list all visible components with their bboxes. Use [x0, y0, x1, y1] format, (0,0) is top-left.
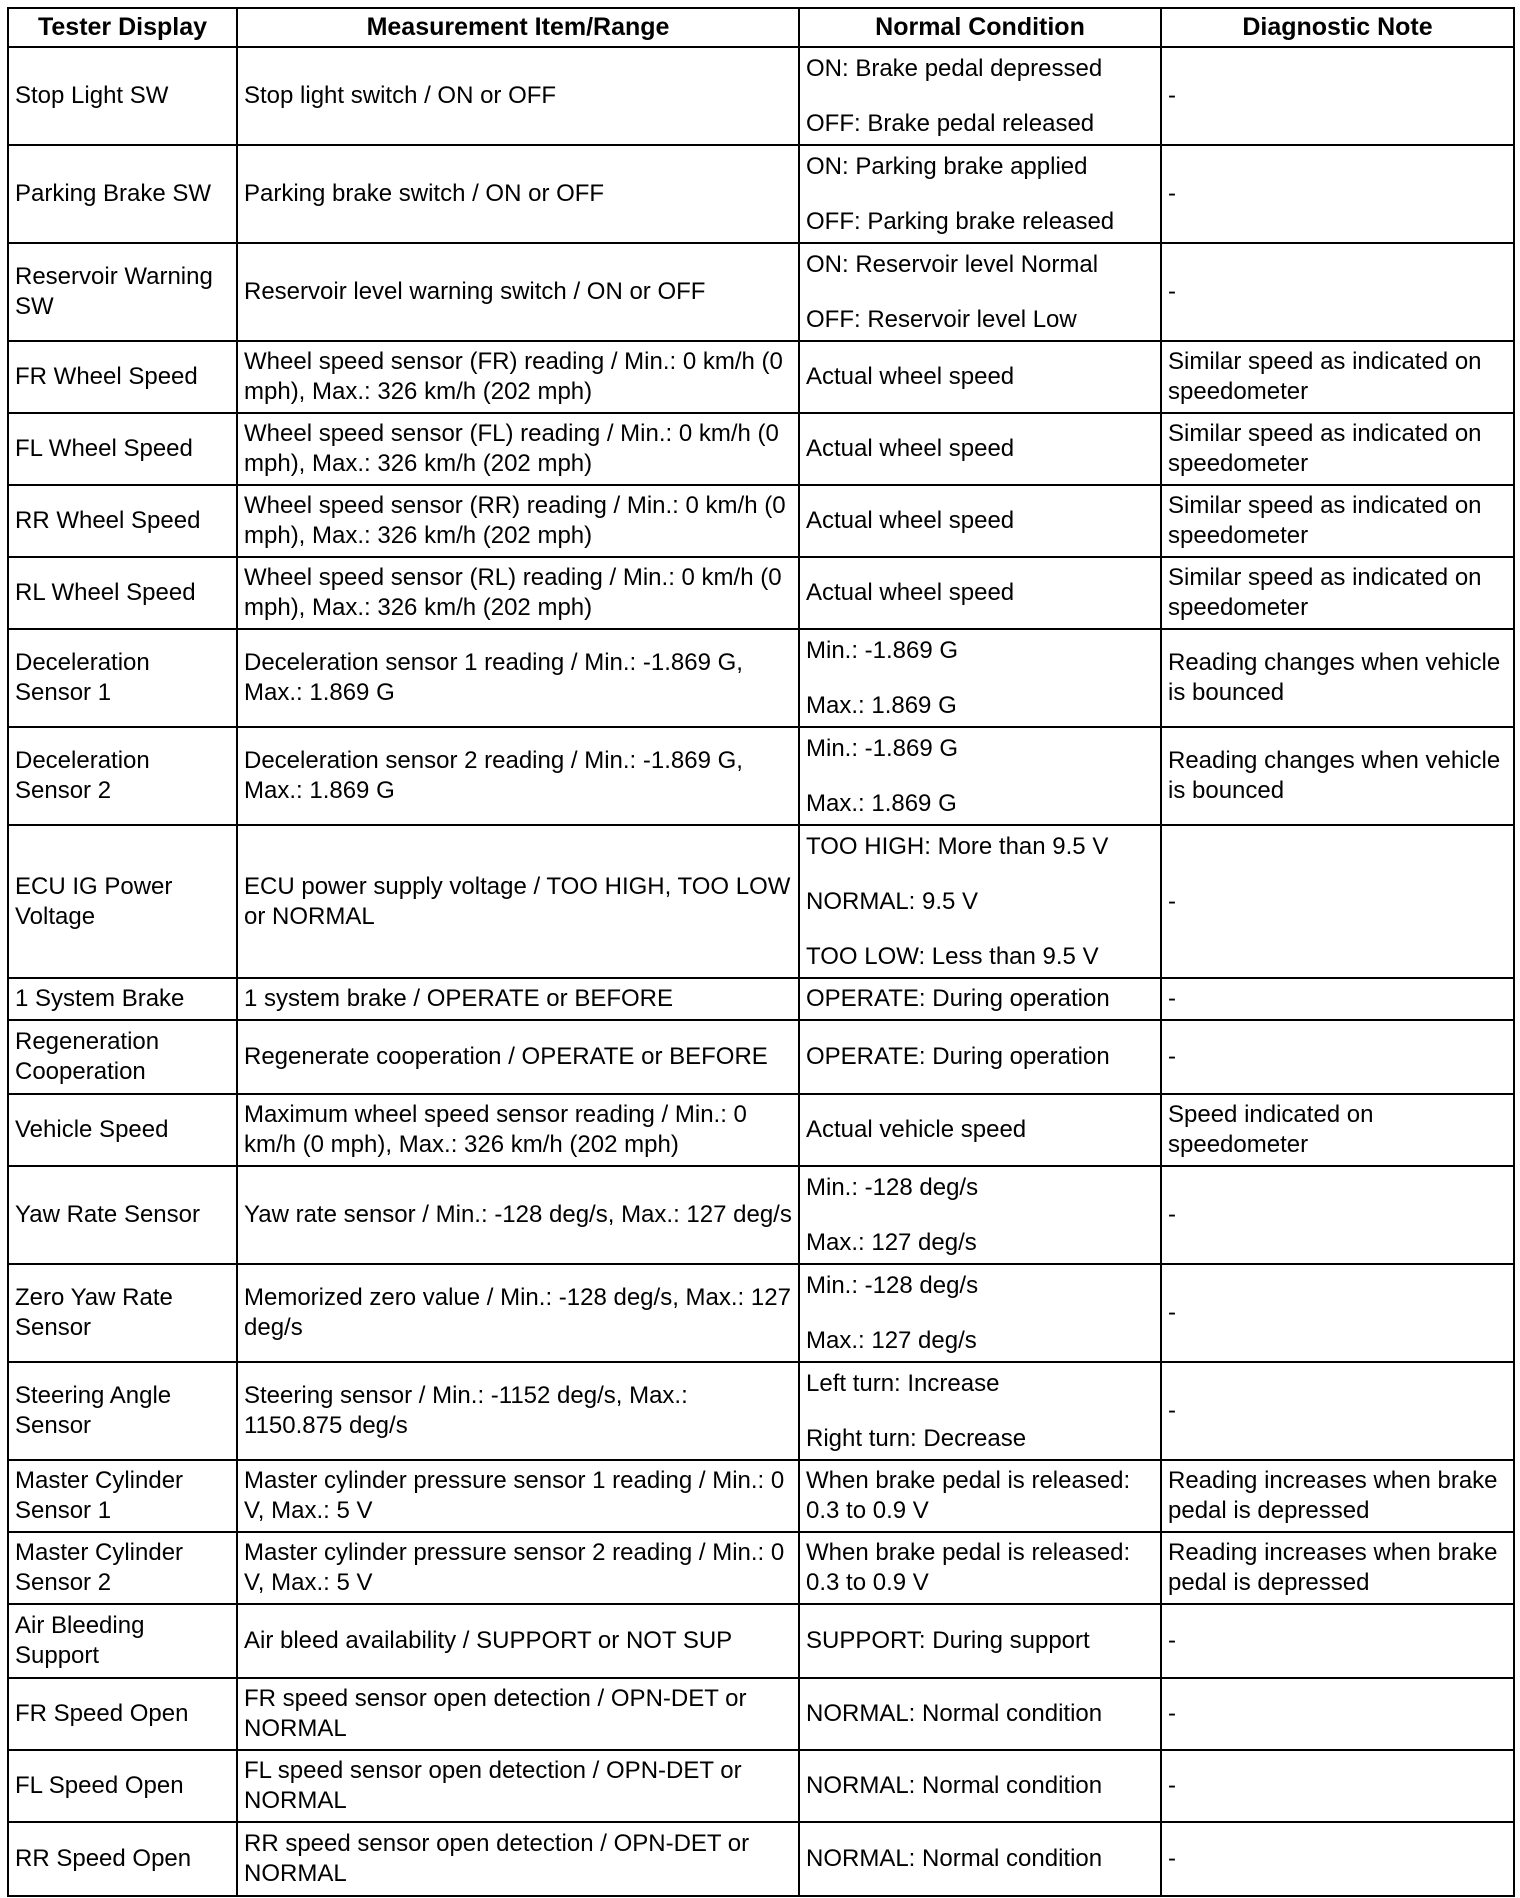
condition-line: Min.: -1.869 G	[806, 734, 959, 762]
cell-tester-display: Regeneration Cooperation	[8, 1020, 237, 1094]
condition-line: OPERATE: During operation	[806, 1043, 1110, 1070]
cell-normal-condition	[799, 978, 1161, 1020]
cell-tester-display: Deceleration Sensor 1	[8, 629, 237, 727]
header-diagnostic-note: Diagnostic Note	[1161, 8, 1514, 47]
condition-line: Max.: 127 deg/s	[806, 1326, 977, 1354]
cell-diagnostic-note: Similar speed as indicated on speedometer	[1161, 413, 1514, 485]
cell-measurement-item: Wheel speed sensor (RL) reading / Min.: 0 km/h (0 mph), Max.: 326 km/h (202 mph)	[237, 557, 799, 629]
cell-diagnostic-note: -	[1161, 825, 1514, 978]
cell-normal-condition	[799, 1532, 1161, 1604]
cell-normal-condition	[799, 1822, 1161, 1896]
cell-diagnostic-note: Reading increases when brake pedal is depressed	[1161, 1532, 1514, 1604]
cell-tester-display: Zero Yaw Rate Sensor	[8, 1264, 237, 1362]
cell-diagnostic-note: -	[1161, 1604, 1514, 1678]
condition-line: NORMAL: Normal condition	[806, 1700, 1103, 1727]
condition-line: Actual wheel speed	[806, 579, 1015, 606]
cell-tester-display: RL Wheel Speed	[8, 557, 237, 629]
cell-normal-condition	[799, 825, 1161, 978]
cell-measurement-item: Air bleed availability / SUPPORT or NOT SUP	[237, 1604, 799, 1678]
cell-diagnostic-note: Reading changes when vehicle is bounced	[1161, 629, 1514, 727]
table-row	[8, 243, 1514, 341]
cell-normal-condition	[799, 1750, 1161, 1822]
condition-line: ON: Brake pedal depressed	[806, 54, 1103, 82]
tester-display-table	[7, 7, 1515, 1897]
cell-tester-display: FL Wheel Speed	[8, 413, 237, 485]
cell-normal-condition	[799, 341, 1161, 413]
cell-measurement-item: Master cylinder pressure sensor 2 reading / Min.: 0 V, Max.: 5 V	[237, 1532, 799, 1604]
cell-measurement-item: Master cylinder pressure sensor 1 reading / Min.: 0 V, Max.: 5 V	[237, 1460, 799, 1532]
cell-normal-condition	[799, 413, 1161, 485]
cell-normal-condition	[799, 243, 1161, 341]
cell-tester-display: Vehicle Speed	[8, 1094, 237, 1166]
cell-diagnostic-note: -	[1161, 978, 1514, 1020]
table-row	[8, 1362, 1514, 1460]
table-row	[8, 145, 1514, 243]
condition-line: Min.: -128 deg/s	[806, 1271, 979, 1299]
table-row	[8, 825, 1514, 978]
cell-measurement-item: RR speed sensor open detection / OPN-DET or NORMAL	[237, 1822, 799, 1896]
cell-normal-condition	[799, 485, 1161, 557]
cell-measurement-item: Wheel speed sensor (FR) reading / Min.: 0 km/h (0 mph), Max.: 326 km/h (202 mph)	[237, 341, 799, 413]
table-row	[8, 1166, 1514, 1264]
table-row	[8, 485, 1514, 557]
condition-line: OFF: Brake pedal released	[806, 109, 1095, 137]
cell-diagnostic-note: Similar speed as indicated on speedometer	[1161, 341, 1514, 413]
cell-normal-condition	[799, 1460, 1161, 1532]
cell-measurement-item: Steering sensor / Min.: -1152 deg/s, Max.: 1150.875 deg/s	[237, 1362, 799, 1460]
cell-diagnostic-note: Similar speed as indicated on speedometer	[1161, 557, 1514, 629]
condition-line: NORMAL: Normal condition	[806, 1772, 1103, 1799]
cell-normal-condition	[799, 1166, 1161, 1264]
cell-normal-condition	[799, 727, 1161, 825]
cell-measurement-item: Wheel speed sensor (FL) reading / Min.: 0 km/h (0 mph), Max.: 326 km/h (202 mph)	[237, 413, 799, 485]
condition-line: Min.: -128 deg/s	[806, 1173, 979, 1201]
condition-line: OPERATE: During operation	[806, 985, 1110, 1012]
cell-tester-display: Master Cylinder Sensor 2	[8, 1532, 237, 1604]
table-row	[8, 341, 1514, 413]
cell-diagnostic-note: Speed indicated on speedometer	[1161, 1094, 1514, 1166]
cell-tester-display: Steering Angle Sensor	[8, 1362, 237, 1460]
cell-normal-condition	[799, 1604, 1161, 1678]
condition-line: When brake pedal is released: 0.3 to 0.9 V	[806, 1467, 1131, 1524]
condition-line: Max.: 1.869 G	[806, 789, 957, 817]
cell-diagnostic-note: Reading increases when brake pedal is depressed	[1161, 1460, 1514, 1532]
cell-normal-condition	[799, 1264, 1161, 1362]
cell-tester-display: FR Speed Open	[8, 1678, 237, 1750]
table-row	[8, 978, 1514, 1020]
cell-diagnostic-note: -	[1161, 1750, 1514, 1822]
cell-tester-display: ECU IG Power Voltage	[8, 825, 237, 978]
cell-measurement-item: Deceleration sensor 2 reading / Min.: -1.869 G, Max.: 1.869 G	[237, 727, 799, 825]
cell-measurement-item: Parking brake switch / ON or OFF	[237, 145, 799, 243]
condition-line: NORMAL: 9.5 V	[806, 887, 979, 915]
cell-diagnostic-note: Similar speed as indicated on speedometer	[1161, 485, 1514, 557]
table-row	[8, 727, 1514, 825]
cell-measurement-item: Maximum wheel speed sensor reading / Min.: 0 km/h (0 mph), Max.: 326 km/h (202 mph)	[237, 1094, 799, 1166]
cell-measurement-item: Deceleration sensor 1 reading / Min.: -1.869 G, Max.: 1.869 G	[237, 629, 799, 727]
cell-diagnostic-note: -	[1161, 1362, 1514, 1460]
table-row	[8, 47, 1514, 145]
cell-tester-display: Deceleration Sensor 2	[8, 727, 237, 825]
cell-normal-condition	[799, 557, 1161, 629]
condition-line: SUPPORT: During support	[806, 1627, 1090, 1654]
cell-normal-condition	[799, 629, 1161, 727]
cell-tester-display: Master Cylinder Sensor 1	[8, 1460, 237, 1532]
cell-measurement-item: 1 system brake / OPERATE or BEFORE	[237, 978, 799, 1020]
table-row	[8, 1604, 1514, 1678]
condition-line: ON: Reservoir level Normal	[806, 250, 1099, 278]
condition-line: OFF: Parking brake released	[806, 207, 1115, 235]
cell-measurement-item: Memorized zero value / Min.: -128 deg/s, Max.: 127 deg/s	[237, 1264, 799, 1362]
cell-measurement-item: FR speed sensor open detection / OPN-DET or NORMAL	[237, 1678, 799, 1750]
cell-diagnostic-note: -	[1161, 243, 1514, 341]
cell-tester-display: FL Speed Open	[8, 1750, 237, 1822]
cell-diagnostic-note: -	[1161, 1822, 1514, 1896]
cell-diagnostic-note: -	[1161, 1678, 1514, 1750]
condition-line: Actual wheel speed	[806, 363, 1015, 390]
cell-normal-condition	[799, 145, 1161, 243]
table-row	[8, 1750, 1514, 1822]
cell-tester-display: 1 System Brake	[8, 978, 237, 1020]
cell-tester-display: Parking Brake SW	[8, 145, 237, 243]
cell-measurement-item: Stop light switch / ON or OFF	[237, 47, 799, 145]
cell-tester-display: FR Wheel Speed	[8, 341, 237, 413]
cell-measurement-item: ECU power supply voltage / TOO HIGH, TOO LOW or NORMAL	[237, 825, 799, 978]
table-body	[8, 47, 1514, 1896]
cell-tester-display: Reservoir Warning SW	[8, 243, 237, 341]
cell-diagnostic-note: Reading changes when vehicle is bounced	[1161, 727, 1514, 825]
cell-measurement-item: Wheel speed sensor (RR) reading / Min.: 0 km/h (0 mph), Max.: 326 km/h (202 mph)	[237, 485, 799, 557]
cell-normal-condition	[799, 1020, 1161, 1094]
cell-tester-display: RR Wheel Speed	[8, 485, 237, 557]
table-row	[8, 1532, 1514, 1604]
condition-line: TOO LOW: Less than 9.5 V	[806, 942, 1099, 970]
condition-line: Max.: 1.869 G	[806, 691, 957, 719]
cell-tester-display: Stop Light SW	[8, 47, 237, 145]
table-row	[8, 1020, 1514, 1094]
cell-diagnostic-note: -	[1161, 47, 1514, 145]
cell-diagnostic-note: -	[1161, 1020, 1514, 1094]
condition-line: NORMAL: Normal condition	[806, 1845, 1103, 1872]
table-row	[8, 1460, 1514, 1532]
cell-measurement-item: FL speed sensor open detection / OPN-DET or NORMAL	[237, 1750, 799, 1822]
condition-line: When brake pedal is released: 0.3 to 0.9 V	[806, 1539, 1131, 1596]
condition-line: TOO HIGH: More than 9.5 V	[806, 832, 1109, 860]
condition-line: OFF: Reservoir level Low	[806, 305, 1077, 333]
cell-tester-display: Air Bleeding Support	[8, 1604, 237, 1678]
table-row	[8, 1094, 1514, 1166]
condition-line: Max.: 127 deg/s	[806, 1228, 977, 1256]
table-row	[8, 1678, 1514, 1750]
condition-line: Actual wheel speed	[806, 507, 1015, 534]
condition-line: Actual vehicle speed	[806, 1116, 1027, 1143]
cell-measurement-item: Regenerate cooperation / OPERATE or BEFORE	[237, 1020, 799, 1094]
condition-line: Min.: -1.869 G	[806, 636, 959, 664]
condition-line: Left turn: Increase	[806, 1369, 1000, 1397]
cell-normal-condition	[799, 1094, 1161, 1166]
cell-diagnostic-note: -	[1161, 1264, 1514, 1362]
cell-normal-condition	[799, 1362, 1161, 1460]
cell-normal-condition	[799, 1678, 1161, 1750]
table-row	[8, 629, 1514, 727]
cell-diagnostic-note: -	[1161, 145, 1514, 243]
table-row	[8, 557, 1514, 629]
cell-tester-display: Yaw Rate Sensor	[8, 1166, 237, 1264]
condition-line: Right turn: Decrease	[806, 1424, 1027, 1452]
cell-normal-condition	[799, 47, 1161, 145]
table-row	[8, 1264, 1514, 1362]
cell-tester-display: RR Speed Open	[8, 1822, 237, 1896]
table-row	[8, 1822, 1514, 1896]
condition-line: Actual wheel speed	[806, 435, 1015, 462]
cell-measurement-item: Yaw rate sensor / Min.: -128 deg/s, Max.: 127 deg/s	[237, 1166, 799, 1264]
header-row	[8, 8, 1514, 47]
table-row	[8, 413, 1514, 485]
cell-measurement-item: Reservoir level warning switch / ON or OFF	[237, 243, 799, 341]
header-normal-condition: Normal Condition	[799, 8, 1161, 47]
header-tester-display: Tester Display	[8, 8, 237, 47]
condition-line: ON: Parking brake applied	[806, 152, 1088, 180]
header-measurement-item: Measurement Item/Range	[237, 8, 799, 47]
cell-diagnostic-note: -	[1161, 1166, 1514, 1264]
